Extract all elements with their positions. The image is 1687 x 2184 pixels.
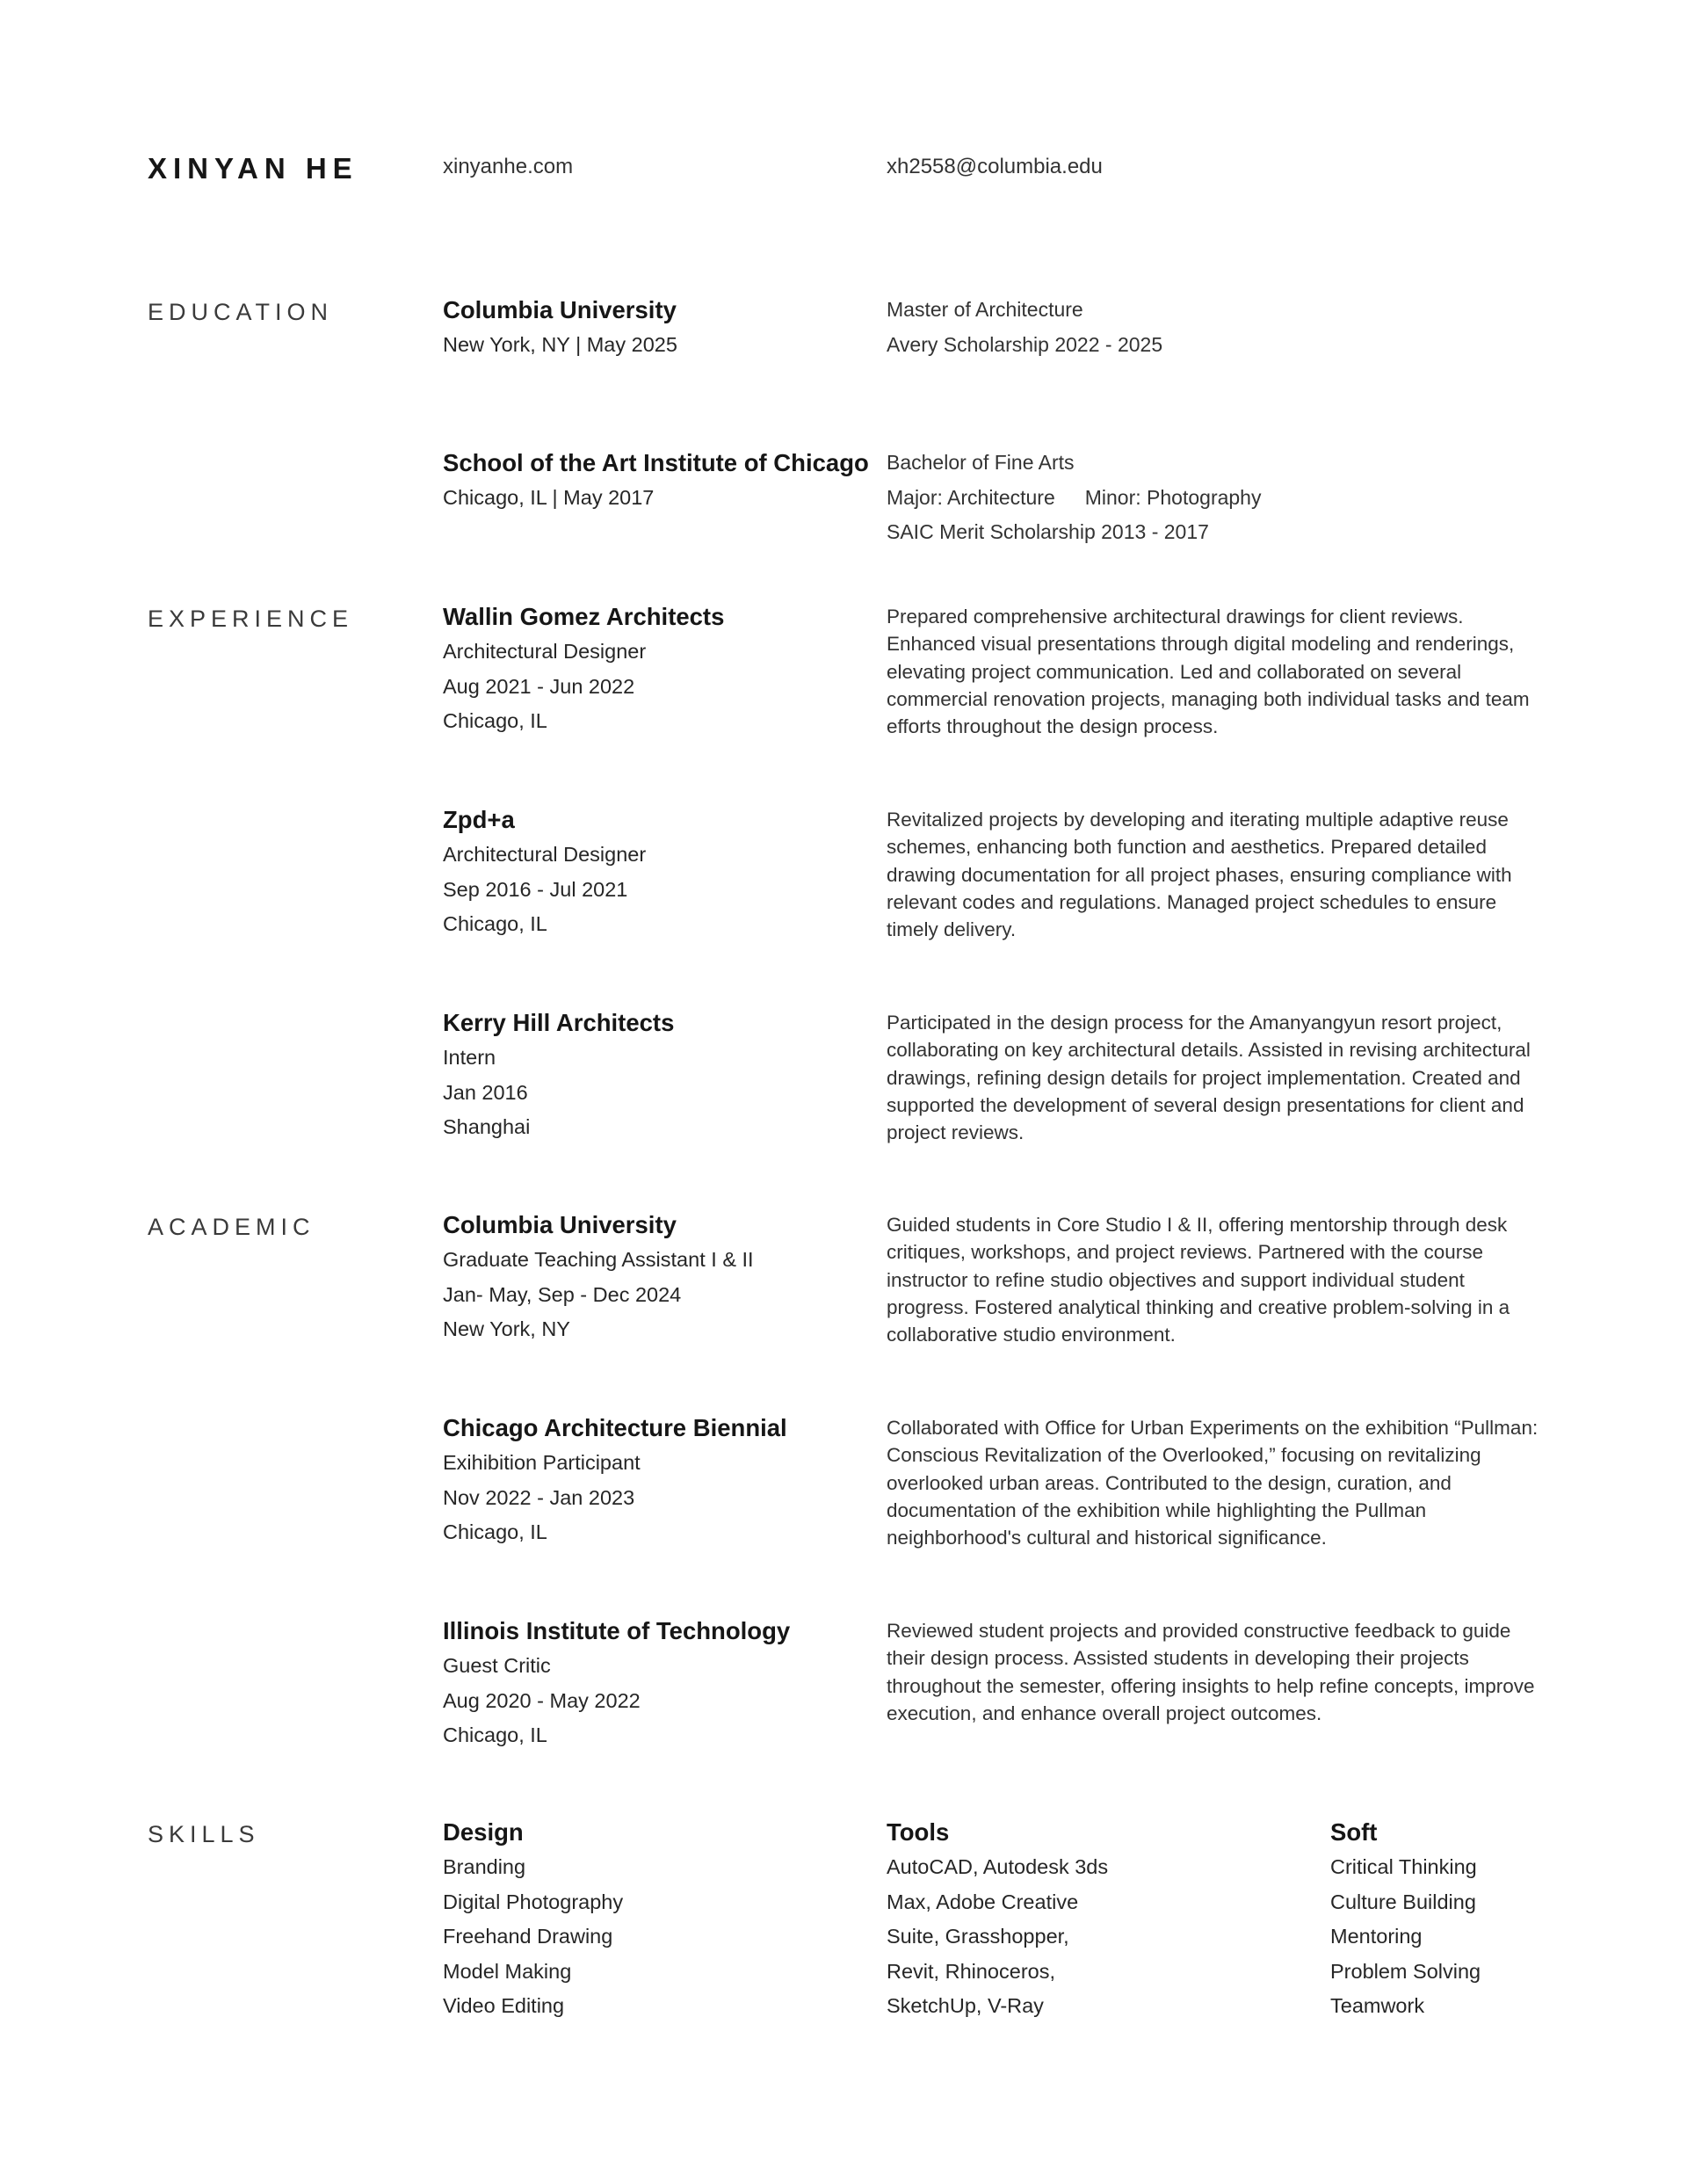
academic-detail: Jan- May, Sep - Dec 2024 xyxy=(443,1282,682,1306)
major-text: Major: Architecture xyxy=(887,485,1055,509)
resume-name: XINYAN HE xyxy=(148,152,358,185)
academic-detail: Aug 2020 - May 2022 xyxy=(443,1688,641,1712)
experience-detail: Architectural Designer xyxy=(443,843,647,866)
skills-heading: Design xyxy=(443,1818,524,1846)
section-label-skills: SKILLS xyxy=(148,1821,260,1847)
academic-entry xyxy=(443,1208,882,1347)
section-label-experience: EXPERIENCE xyxy=(148,606,354,632)
academic-detail: Guest Critic xyxy=(443,1654,551,1677)
academic-detail: Exihibition Participant xyxy=(443,1451,641,1474)
experience-org: Kerry Hill Architects xyxy=(443,1009,675,1036)
experience-org: Wallin Gomez Architects xyxy=(443,603,725,630)
education-org: Columbia University xyxy=(443,296,677,323)
degree-line: Master of Architecture xyxy=(887,298,1083,321)
education-entry-columbia xyxy=(443,293,882,363)
skill-item: Critical Thinking xyxy=(1330,1855,1477,1878)
skill-item: Culture Building xyxy=(1330,1890,1476,1913)
skill-item: Mentoring xyxy=(1330,1925,1423,1948)
experience-detail: Aug 2021 - Jun 2022 xyxy=(443,674,635,698)
experience-description: Participated in the design process for the Amanyangyun resort project, collaborating on key architectural details. Assisted in revising architectural drawings, refining design details for project implementation. Created and supported the development of several design presentations for client and project reviews. xyxy=(887,1012,1531,1144)
degree-line: Bachelor of Fine Arts xyxy=(887,451,1075,474)
website-link[interactable]: xinyanhe.com xyxy=(443,155,574,178)
experience-description: Revitalized projects by developing and iterating multiple adaptive reuse schemes, enhancing both function and aesthetics. Prepared detailed drawing documentation for all project phases, ensuring compliance with relevant codes and regulations. Managed project schedules to ensure timely delivery. xyxy=(887,809,1512,941)
section-label-academic: ACADEMIC xyxy=(148,1214,315,1240)
experience-description: Prepared comprehensive architectural drawings for client reviews. Enhanced visual presentations through digital modeling and renderings, elevating project communication. Led and collaborated on several commercial renovation projects, managing both individual tasks and team efforts throughout the design process. xyxy=(887,606,1530,738)
academic-description: Collaborated with Office for Urban Experiments on the exhibition “Pullman: Conscious Revitalization of the Overlooked,” focusing on revitalizing overlooked urban areas. Contributed to the design, curation, and documentation of the exhibition while highlighting the Pullman neighborhood's cultural and historical significance. xyxy=(887,1417,1539,1549)
skill-item: Video Editing xyxy=(443,1994,565,2017)
experience-detail: Jan 2016 xyxy=(443,1080,528,1104)
skill-item: Max, Adobe Creative xyxy=(887,1890,1079,1913)
email-link[interactable]: xh2558@columbia.edu xyxy=(887,155,1103,178)
skill-item: Digital Photography xyxy=(443,1890,624,1913)
education-detail: Chicago, IL | May 2017 xyxy=(443,486,655,509)
academic-detail: Chicago, IL xyxy=(443,1723,547,1746)
education-degree-saic xyxy=(887,446,1539,550)
academic-entry xyxy=(443,1411,882,1550)
academic-detail: New York, NY xyxy=(443,1317,570,1340)
degree-line xyxy=(887,481,1539,516)
skill-item: Teamwork xyxy=(1330,1994,1425,2017)
education-detail: New York, NY | May 2025 xyxy=(443,333,677,356)
skill-item: Freehand Drawing xyxy=(443,1925,613,1948)
degree-line: Avery Scholarship 2022 - 2025 xyxy=(887,332,1163,356)
academic-detail: Chicago, IL xyxy=(443,1520,547,1543)
academic-description: Guided students in Core Studio I & II, offering mentorship through desk critiques, workshops, and project reviews. Partnered with the course instructor to refine studio objectives and support individual student progress. Fostered analytical thinking and creative problem-solving in a collaborative studio environment. xyxy=(887,1214,1510,1346)
academic-description: Reviewed student projects and provided constructive feedback to guide their design process. Assisted students in developing their projects throughout the semester, offering insights to help refine concepts, improve execution, and enhance overall project outcomes. xyxy=(887,1620,1535,1724)
experience-entry xyxy=(443,599,882,739)
experience-detail: Chicago, IL xyxy=(443,709,547,732)
experience-entry xyxy=(443,1005,882,1145)
experience-detail: Sep 2016 - Jul 2021 xyxy=(443,877,628,901)
experience-detail: Shanghai xyxy=(443,1115,531,1138)
education-entry-saic xyxy=(443,446,882,516)
academic-org: Columbia University xyxy=(443,1211,677,1238)
skill-item: Model Making xyxy=(443,1959,572,1983)
skill-item: AutoCAD, Autodesk 3ds xyxy=(887,1855,1109,1878)
skill-item: Problem Solving xyxy=(1330,1959,1481,1983)
academic-detail: Graduate Teaching Assistant I & II xyxy=(443,1248,754,1271)
degree-line: SAIC Merit Scholarship 2013 - 2017 xyxy=(887,520,1209,543)
academic-org: Chicago Architecture Biennial xyxy=(443,1414,787,1441)
skills-column-soft xyxy=(1330,1815,1647,2024)
skill-item: SketchUp, V-Ray xyxy=(887,1994,1044,2017)
academic-org: Illinois Institute of Technology xyxy=(443,1617,791,1644)
skill-item: Suite, Grasshopper, xyxy=(887,1925,1069,1948)
skills-column-design xyxy=(443,1815,865,2024)
experience-entry xyxy=(443,802,882,942)
section-label-education: EDUCATION xyxy=(148,299,334,325)
academic-entry xyxy=(443,1614,882,1753)
skills-column-tools xyxy=(887,1815,1308,2024)
experience-detail: Intern xyxy=(443,1046,496,1069)
skill-item: Branding xyxy=(443,1855,526,1878)
skills-heading: Soft xyxy=(1330,1818,1378,1846)
education-org: School of the Art Institute of Chicago xyxy=(443,449,869,476)
minor-text: Minor: Photography xyxy=(1084,485,1262,509)
experience-org: Zpd+a xyxy=(443,806,515,833)
skills-heading: Tools xyxy=(887,1818,950,1846)
experience-detail: Architectural Designer xyxy=(443,640,647,663)
skill-item: Revit, Rhinoceros, xyxy=(887,1959,1055,1983)
experience-detail: Chicago, IL xyxy=(443,912,547,935)
education-degree-columbia xyxy=(887,293,1539,362)
academic-detail: Nov 2022 - Jan 2023 xyxy=(443,1485,635,1509)
